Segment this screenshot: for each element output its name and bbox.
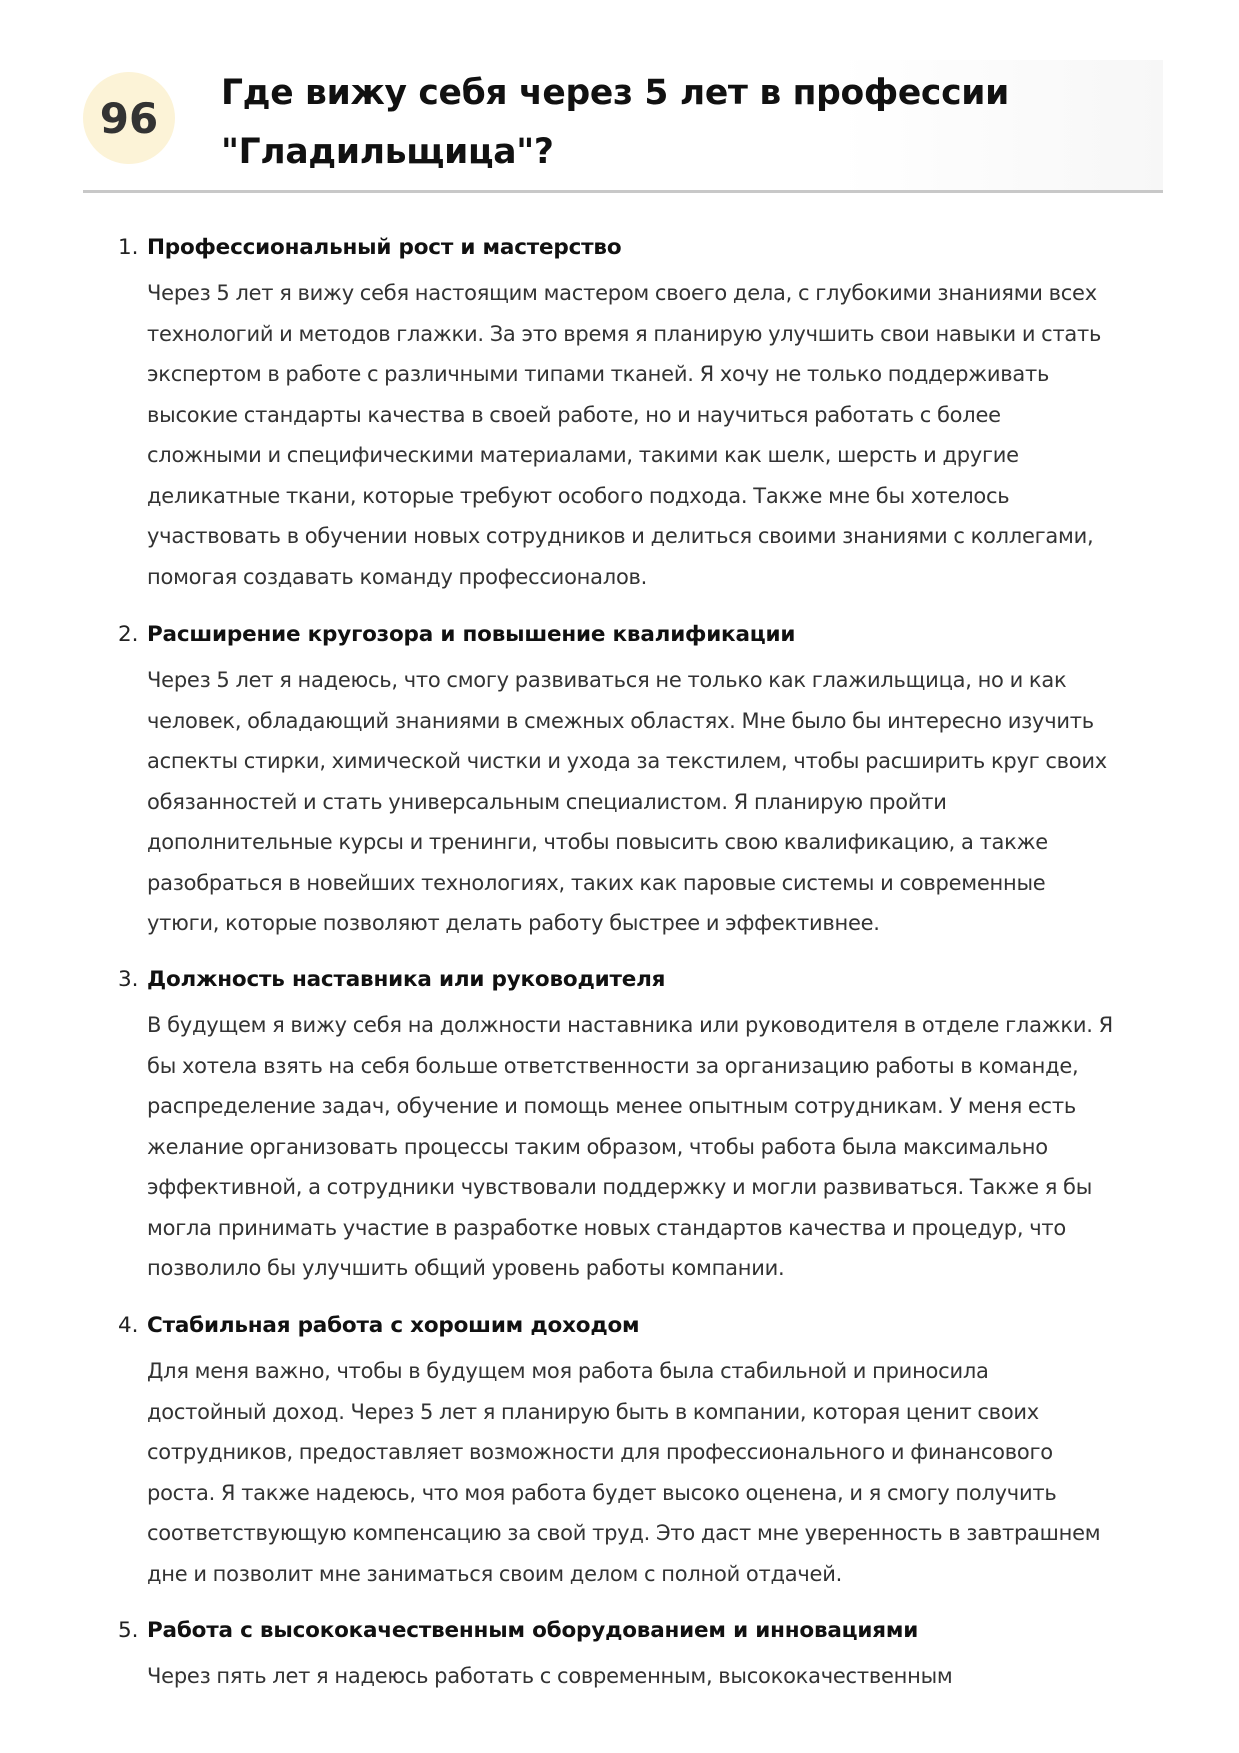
- text-line: участвовать в обучении новых сотрудников и делиться своими знаниями с коллегами,: [147, 524, 1094, 548]
- list-item-number: 1.: [118, 235, 139, 260]
- text-line: аспекты стирки, химической чистки и ухода за текстилем, чтобы расширить круг своих: [147, 749, 1107, 773]
- text-line: обязанностей и стать универсальным специалистом. Я планирую пройти: [147, 789, 947, 814]
- list-item-number: 5.: [118, 1618, 139, 1643]
- list-item-number: 3.: [118, 967, 139, 992]
- question-number-badge: 96: [83, 72, 175, 164]
- list-item-heading: Профессиональный рост и мастерство: [147, 235, 622, 260]
- text-line: В будущем я вижу себя на должности наставника или руководителя в отделе глажки. Я: [147, 1013, 1113, 1037]
- text-line: достойный доход. Через 5 лет я планирую быть в компании, которая ценит своих: [147, 1399, 1039, 1424]
- text-line: Через 5 лет я вижу себя настоящим мастером своего дела, с глубокими знаниями всех: [147, 281, 1097, 305]
- list-item-text: [147, 1351, 1177, 1594]
- text-line: могла принимать участие в разработке новых стандартов качества и процедур, что: [147, 1215, 1066, 1240]
- text-line: деликатные ткани, которые требуют особого подхода. Также мне бы хотелось: [147, 483, 1010, 508]
- text-line: дополнительные курсы и тренинги, чтобы повысить свою квалификацию, а также: [147, 830, 1048, 854]
- text-line: желание организовать процессы таким образом, чтобы работа была максимально: [147, 1134, 1048, 1159]
- text-line: сложными и специфическими материалами, такими как шелк, шерсть и другие: [147, 443, 1019, 467]
- list-item-text: [147, 660, 1177, 944]
- page-title-line-2: "Гладильщица"?: [221, 132, 554, 172]
- text-line: дне и позволит мне заниматься своим делом с полной отдачей.: [147, 1561, 843, 1586]
- text-line: технологий и методов глажки. За это время я планирую улучшить свои навыки и стать: [147, 321, 1102, 346]
- list-item-heading: Работа с высококачественным оборудованием и инновациями: [147, 1618, 919, 1643]
- text-line: соответствующую компенсацию за свой труд. Это даст мне уверенность в завтрашнем: [147, 1521, 1101, 1545]
- list-item-text: [147, 1656, 1177, 1697]
- text-line: Через пять лет я надеюсь работать с современным, высококачественным: [147, 1664, 953, 1688]
- text-line: человек, обладающий знаниями в смежных областях. Мне было бы интересно изучить: [147, 708, 1094, 733]
- text-line: помогая создавать команду профессионалов.: [147, 564, 648, 589]
- text-line: Через 5 лет я надеюсь, что смогу развиваться не только как глажильщица, но и как: [147, 668, 1067, 692]
- text-line: экспертом в работе с различными типами тканей. Я хочу не только поддерживать: [147, 362, 1050, 386]
- text-line: утюги, которые позволяют делать работу быстрее и эффективнее.: [147, 911, 880, 935]
- text-line: эффективной, а сотрудники чувствовали поддержку и могли развиваться. Также я бы: [147, 1175, 1093, 1199]
- list-item-number: 4.: [118, 1313, 139, 1338]
- text-line: бы хотела взять на себя больше ответственности за организацию работы в команде,: [147, 1053, 1079, 1078]
- text-line: роста. Я также надеюсь, что моя работа будет высоко оценена, и я смогу получить: [147, 1480, 1057, 1505]
- page-title: [221, 64, 1141, 182]
- list-item-heading: Расширение кругозора и повышение квалификации: [147, 622, 796, 647]
- page-title-line-1: Где вижу себя через 5 лет в профессии: [221, 73, 1009, 113]
- text-line: позволило бы улучшить общий уровень работы компании.: [147, 1256, 785, 1280]
- page-header: [83, 60, 1163, 193]
- list-item-text: [147, 273, 1177, 597]
- list-item-number: 2.: [118, 622, 139, 647]
- text-line: высокие стандарты качества в своей работе, но и научиться работать с более: [147, 402, 1001, 427]
- text-line: распределение задач, обучение и помощь менее опытным сотрудникам. У меня есть: [147, 1094, 1076, 1118]
- list-item-text: [147, 1005, 1177, 1289]
- text-line: разобраться в новейших технологиях, таких как паровые системы и современные: [147, 870, 1046, 895]
- list-item-heading: Стабильная работа с хорошим доходом: [147, 1313, 640, 1338]
- text-line: сотрудников, предоставляет возможности для профессионального и финансового: [147, 1440, 1053, 1464]
- list-item-heading: Должность наставника или руководителя: [147, 967, 666, 992]
- text-line: Для меня важно, чтобы в будущем моя работа была стабильной и приносила: [147, 1359, 989, 1383]
